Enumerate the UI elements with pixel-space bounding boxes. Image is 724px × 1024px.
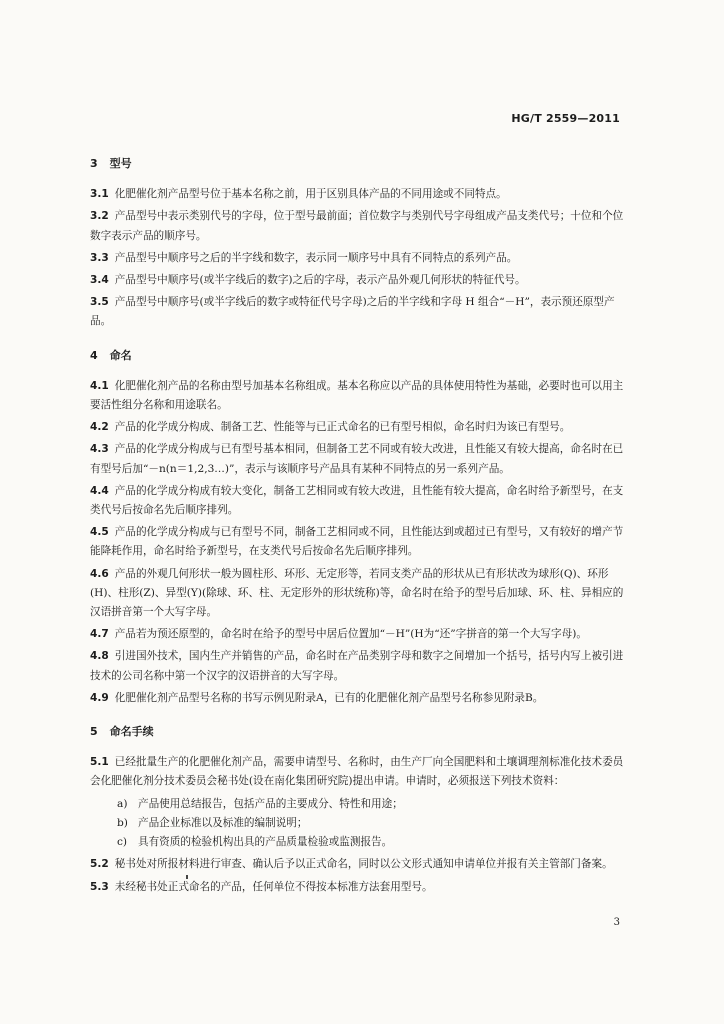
list-item-label: b) — [117, 816, 128, 829]
section-3 — [90, 154, 630, 332]
standard-number: HG/T 2559—2011 — [511, 112, 620, 125]
clause-text: 产品的化学成分构成与已有型号基本相同，但制备工艺不同或有较大改进，且性能又有较大提高，命名时在已有型号后加“－n(n＝1,2,3…)”，表示与该顺序号产品具有某种不同特点的另一系列产品。 — [90, 443, 624, 475]
list-item — [117, 833, 630, 852]
clause-4.3 — [90, 440, 630, 478]
page-number: 3 — [613, 917, 620, 928]
section-heading — [90, 346, 630, 365]
clause-number: 4.2 — [90, 421, 109, 434]
clause-3.3 — [90, 249, 630, 268]
clause-4.4 — [90, 482, 630, 520]
clause-text: 已经批量生产的化肥催化剂产品，需要申请型号、名称时，由生产厂向全国肥料和土壤调理剂标准化技术委员会化肥催化剂分技术委员会秘书处(设在南化集团研究院)提出申请。申请时，必须报送下列技术资料： — [90, 756, 624, 788]
clause-4.6 — [90, 565, 630, 623]
clause-number: 3.4 — [90, 274, 109, 287]
clause-number: 5.1 — [90, 756, 109, 769]
clause-number: 5.3 — [90, 880, 109, 893]
clause-4.5 — [90, 523, 630, 561]
section-heading — [90, 154, 630, 173]
clause-text: 产品的外观几何形状一般为圆柱形、环形、无定形等，若同支类产品的形状从已有形状改为球形(Q)、环形(H)、柱形(Z)、异型(Y)(除球、环、柱、无定形外的形状统称)等，命名时在给予的型号后加球、环、柱、异相应的汉语拼音第一个大写字母。 — [90, 567, 624, 619]
list-item-text: 产品企业标准以及标准的编制说明； — [138, 816, 308, 829]
list-item-text: 产品使用总结报告，包括产品的主要成分、特性和用途； — [138, 797, 403, 810]
clause-4.7 — [90, 625, 630, 644]
clause-number: 3.2 — [90, 210, 109, 223]
clause-text: 产品的化学成分构成、制备工艺、性能等与已正式命名的已有型号相似，命名时归为该已有型号。 — [114, 421, 571, 434]
clause-text: 化肥催化剂产品型号位于基本名称之前，用于区别具体产品的不同用途或不同特点。 — [114, 188, 507, 201]
clause-number: 4.8 — [90, 650, 109, 663]
document-body — [90, 154, 630, 911]
clause-number: 3.1 — [90, 188, 109, 201]
clause-number: 4.6 — [90, 567, 109, 580]
list-item — [117, 795, 630, 814]
clause-text: 产品的化学成分构成与已有型号不同，制备工艺相同或不同，且性能达到或超过已有型号，又有较好的增产节能降耗作用，命名时给予新型号，在支类代号后按命名先后顺序排列。 — [90, 526, 624, 558]
list-item-label: c) — [117, 836, 128, 849]
clause-number: 4.4 — [90, 484, 109, 497]
clause-text: 化肥催化剂产品的名称由型号加基本名称组成。基本名称应以产品的具体使用特性为基础，必要时也可以用主要活性组分名称和用途联名。 — [90, 379, 624, 412]
clause-text: 产品若为预还原型的，命名时在给予的型号中居后位置加“－H”(H为“还”字拼音的第一个大写字母)。 — [114, 628, 587, 641]
clause-text: 引进国外技术，国内生产并销售的产品，命名时在产品类别字母和数字之间增加一个括号，括号内写上被引进技术的公司名称中第一个汉字的汉语拼音的大写字母。 — [90, 650, 624, 682]
section-number: 3 — [90, 157, 98, 170]
clause-text: 产品型号中顺序号(或半字线后的数字)之后的字母，表示产品外观几何形状的特征代号。 — [114, 274, 526, 287]
clause-text: 秘书处对所报材料进行审查、确认后予以正式命名，同时以公文形式通知申请单位并报有关主管部门备案。 — [114, 858, 613, 871]
clause-4.1 — [90, 377, 630, 415]
clause-number: 3.3 — [90, 251, 109, 264]
clause-4.9 — [90, 689, 630, 708]
clause-3.2 — [90, 207, 630, 245]
section-title: 命名 — [109, 348, 132, 362]
clause-text: 化肥催化剂产品型号名称的书写示例见附录A，已有的化肥催化剂产品型号名称参见附录B。 — [114, 691, 544, 704]
clause-5.3 — [90, 878, 630, 897]
clause-3.1 — [90, 185, 630, 204]
clause-text: 未经秘书处正式命名的产品，任何单位不得按本标准方法套用型号。 — [114, 880, 433, 893]
materials-list — [90, 795, 630, 853]
clause-number: 4.9 — [90, 691, 109, 704]
clause-number: 3.5 — [90, 296, 109, 309]
clause-text: 产品型号中顺序号(或半字线后的数字或特征代号字母)之后的半字线和字母 H 组合“－H”，表示预还原型产品。 — [90, 296, 615, 328]
clause-3.5 — [90, 293, 630, 331]
clause-text: 产品型号中表示类别代号的字母，位于型号最前面；首位数字与类别代号字母组成产品支类代号；十位和个位数字表示产品的顺序号。 — [90, 210, 624, 242]
section-heading — [90, 722, 630, 741]
clause-number: 4.5 — [90, 526, 109, 539]
section-title: 命名手续 — [109, 725, 154, 739]
clause-number: 4.3 — [90, 443, 109, 456]
section-number: 4 — [90, 348, 98, 362]
list-item-label: a) — [117, 797, 128, 810]
scan-speck — [186, 875, 188, 879]
section-title: 型号 — [109, 157, 132, 170]
clause-number: 5.2 — [90, 858, 109, 871]
clause-5.1 — [90, 753, 630, 791]
clause-number: 4.1 — [90, 379, 109, 392]
clause-number: 4.7 — [90, 628, 109, 641]
clause-text: 产品的化学成分构成有较大变化，制备工艺相同或有较大改进，且性能有较大提高，命名时给予新型号，在支类代号后按命名先后顺序排列。 — [90, 484, 624, 517]
list-item-text: 具有资质的检验机构出具的产品质量检验或监测报告。 — [138, 836, 393, 849]
clause-4.2 — [90, 418, 630, 437]
clause-4.8 — [90, 647, 630, 685]
list-item — [117, 814, 630, 833]
section-number: 5 — [90, 725, 98, 739]
section-4 — [90, 346, 630, 708]
section-5 — [90, 722, 630, 897]
clause-text: 产品型号中顺序号之后的半字线和数字，表示同一顺序号中具有不同特点的系列产品。 — [114, 251, 518, 264]
clause-3.4 — [90, 271, 630, 290]
clause-5.2 — [90, 855, 630, 874]
